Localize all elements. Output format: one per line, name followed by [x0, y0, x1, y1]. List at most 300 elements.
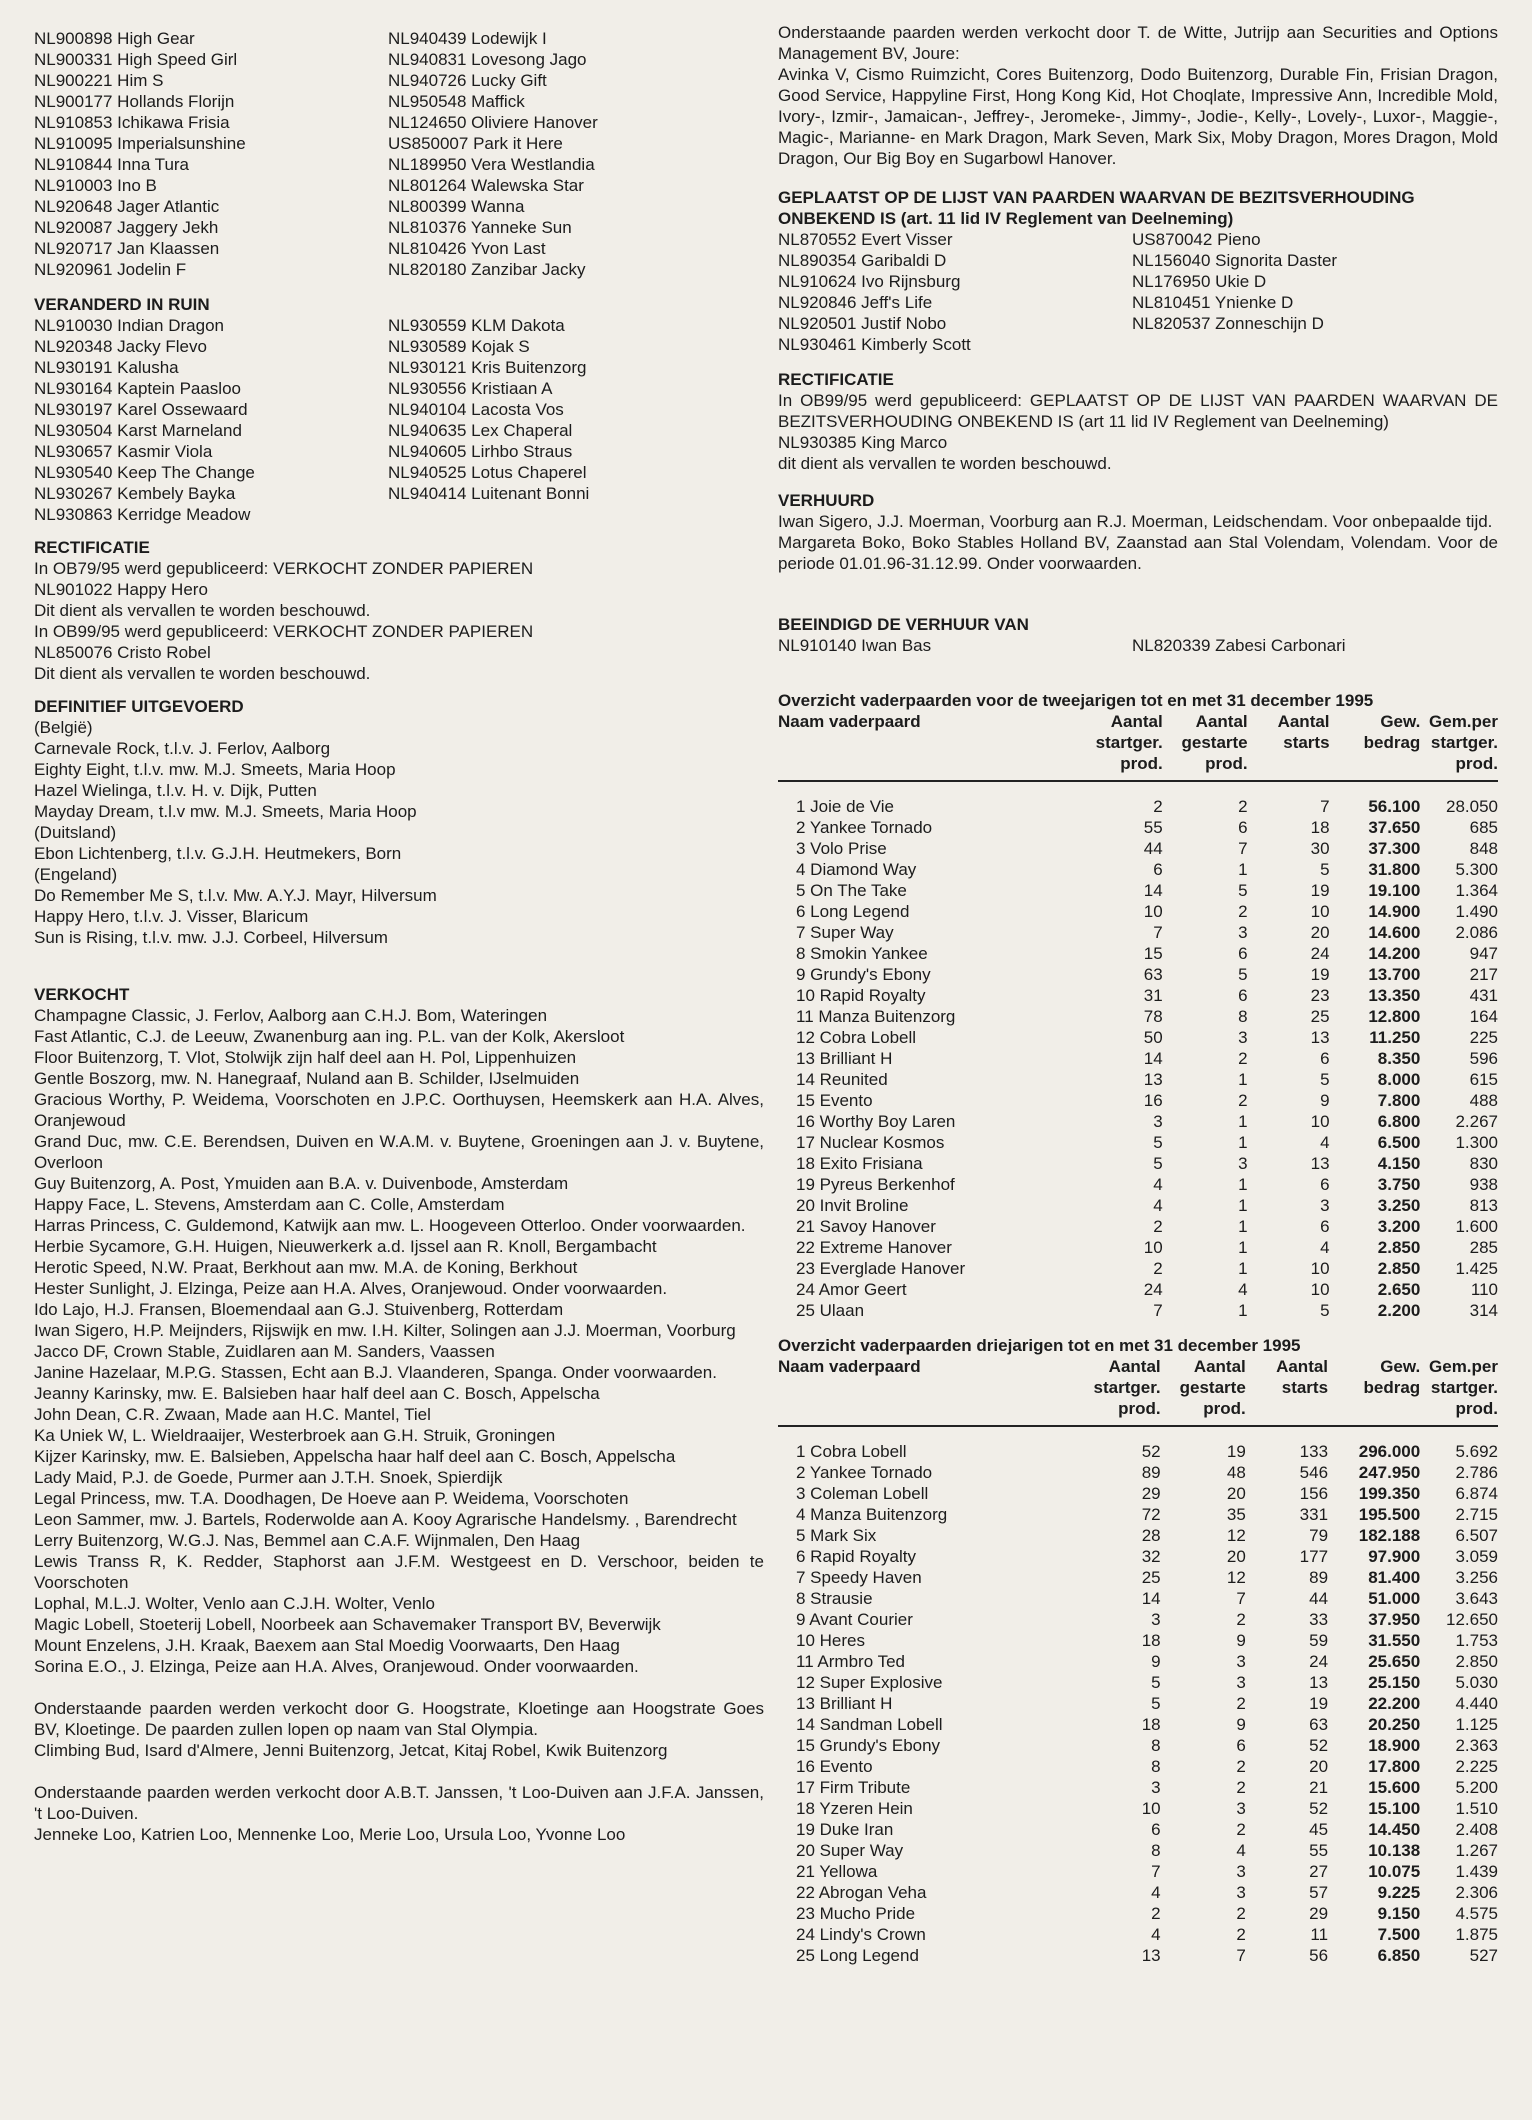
- table-row: [778, 1069, 1498, 1090]
- table-cell: 20: [1309, 1757, 1329, 1776]
- table-cell: 247.950: [1358, 1463, 1421, 1482]
- sire-tables: [778, 690, 1498, 1966]
- table-cell: 24: [1309, 1652, 1329, 1671]
- table-row: [778, 1279, 1498, 1300]
- table-row: [778, 817, 1498, 838]
- table-cell: 6: [1238, 818, 1248, 837]
- table-cell: 596: [1469, 1049, 1498, 1068]
- table-cell: 2.200: [1377, 1301, 1421, 1320]
- table-cell: 2: [1151, 1904, 1161, 1923]
- verhuurd-heading: VERHUURD: [778, 491, 875, 510]
- table-cell: 28: [1141, 1526, 1161, 1545]
- table-row: [778, 1735, 1498, 1756]
- table-cell: 2.363: [1455, 1736, 1498, 1755]
- table-cell: 2: [1238, 1049, 1248, 1068]
- table-cell: 48: [1226, 1463, 1246, 1482]
- table-row: [778, 922, 1498, 943]
- table-cell: 546: [1299, 1463, 1329, 1482]
- table-cell: 110: [1470, 1280, 1498, 1299]
- table-cell: 9 Grundy's Ebony: [796, 965, 931, 984]
- table-cell: 2: [1236, 1904, 1246, 1923]
- table-cell: 1.300: [1455, 1133, 1498, 1152]
- table-cell: 331: [1299, 1505, 1329, 1524]
- text-line: NL901022 Happy Hero: [34, 580, 208, 599]
- table-cell: 685: [1469, 818, 1498, 837]
- list-item: NL920717 Jan Klaassen: [34, 239, 220, 258]
- table-cell: 37.300: [1368, 839, 1421, 858]
- table-cell: 13.700: [1368, 965, 1421, 984]
- list-item: NL176950 Ukie D: [1132, 272, 1267, 291]
- rectificatie-body: [34, 558, 764, 684]
- list-item: NL930559 KLM Dakota: [388, 316, 565, 335]
- list-item: NL930657 Kasmir Viola: [34, 442, 213, 461]
- table-row: [778, 1882, 1498, 1903]
- table-cell: 19: [1226, 1442, 1246, 1461]
- text-line: Hazel Wielinga, t.l.v. H. v. Dijk, Putten: [34, 781, 317, 800]
- list-item: NL920087 Jaggery Jekh: [34, 218, 219, 237]
- table-cell: 44: [1143, 839, 1163, 858]
- top-list: [34, 28, 764, 280]
- table-cell: 7.800: [1377, 1091, 1421, 1110]
- table-cell: 25.650: [1368, 1652, 1421, 1671]
- table-cell: 1: [1238, 1070, 1248, 1089]
- table-cell: 3: [1236, 1673, 1246, 1692]
- text-line: Dit dient als vervallen te worden beschouwd.: [34, 601, 371, 620]
- table-cell: 4: [1320, 1133, 1330, 1152]
- text-line: Dit dient als vervallen te worden beschouwd.: [34, 664, 371, 683]
- sale-entry: Happy Face, L. Stevens, Amsterdam aan C. Colle, Amsterdam: [34, 1195, 505, 1214]
- beeindigd-heading: BEEINDIGD DE VERHUUR VAN: [778, 615, 1029, 634]
- table-cell: 1 Joie de Vie: [796, 797, 894, 816]
- table-cell: 8: [1151, 1757, 1161, 1776]
- list-item: NL940831 Lovesong Jago: [388, 50, 587, 69]
- table-cell: 2.086: [1455, 923, 1498, 942]
- table-row: [778, 1132, 1498, 1153]
- table-row: [778, 1483, 1498, 1504]
- ruin-heading: VERANDERD IN RUIN: [34, 295, 210, 314]
- table-cell: 296.000: [1358, 1442, 1421, 1461]
- rectificatie-right-horse: NL930385 King Marco: [778, 433, 948, 452]
- table-row: [778, 1525, 1498, 1546]
- table-cell: 1.875: [1455, 1925, 1498, 1944]
- rectificatie-right-heading: RECTIFICATIE: [778, 370, 894, 389]
- table-cell: 8.350: [1377, 1049, 1421, 1068]
- list-item: NL890354 Garibaldi D: [778, 251, 947, 270]
- table-cell: 4: [1153, 1175, 1163, 1194]
- table-title: Overzicht vaderpaarden voor de tweejarigen tot en met 31 december 1995: [778, 691, 1374, 710]
- table-cell: 14.450: [1368, 1820, 1421, 1839]
- table-cell: 6.507: [1455, 1526, 1498, 1545]
- table-cell: 285: [1469, 1238, 1498, 1257]
- list-item: NL920648 Jager Atlantic: [34, 197, 220, 216]
- table-cell: 13: [1141, 1946, 1161, 1965]
- table-row: [778, 1090, 1498, 1111]
- rectificatie-right-text: In OB99/95 werd gepubliceerd: GEPLAATST OP DE LIJST VAN PAARDEN WAARVAN DE BEZITSVERHOUDING ONBEKEND IS (art 11 lid IV Reglement van Deelneming): [778, 391, 1498, 431]
- text-line: Eighty Eight, t.l.v. mw. M.J. Smeets, Maria Hoop: [34, 760, 396, 779]
- table-cell: 44: [1309, 1589, 1329, 1608]
- table-cell: 2 Yankee Tornado: [796, 818, 933, 837]
- table-cell: 5: [1151, 1694, 1161, 1713]
- table-cell: 1.600: [1455, 1217, 1498, 1236]
- column-header: Naam vaderpaard: [778, 1357, 921, 1376]
- table-cell: 29: [1309, 1904, 1329, 1923]
- table-cell: 16: [1143, 1091, 1163, 1110]
- table-cell: 1.125: [1455, 1715, 1498, 1734]
- table-cell: 30: [1310, 839, 1330, 858]
- text-line: Carnevale Rock, t.l.v. J. Ferlov, Aalborg: [34, 739, 331, 758]
- table-cell: 7 Super Way: [796, 923, 894, 942]
- table-cell: 2: [1236, 1778, 1246, 1797]
- table-cell: 63: [1309, 1715, 1329, 1734]
- table-cell: 9: [1236, 1631, 1246, 1650]
- table-row: [778, 1027, 1498, 1048]
- list-item: NL124650 Oliviere Hanover: [388, 113, 598, 132]
- table-cell: 3: [1151, 1778, 1161, 1797]
- column-header: Aantal startger. prod.: [1093, 1357, 1161, 1418]
- table-cell: 29: [1141, 1484, 1161, 1503]
- column-header: Gew. bedrag: [1363, 712, 1421, 752]
- table-cell: 6 Rapid Royalty: [796, 1547, 917, 1566]
- table-cell: 9.225: [1377, 1883, 1421, 1902]
- table-cell: 4: [1153, 1196, 1163, 1215]
- table-cell: 10.138: [1368, 1841, 1421, 1860]
- table-row: [778, 1609, 1498, 1630]
- table-cell: 3: [1238, 1028, 1248, 1047]
- table-cell: 37.950: [1368, 1610, 1421, 1629]
- table-cell: 17.800: [1368, 1757, 1421, 1776]
- table-cell: 2.306: [1455, 1883, 1498, 1902]
- table-cell: 12: [1226, 1526, 1246, 1545]
- table-cell: 6: [1238, 944, 1248, 963]
- table-cell: 19 Pyreus Berkenhof: [796, 1175, 955, 1194]
- list-item: NL940525 Lotus Chaperel: [388, 463, 587, 482]
- table-cell: 6: [1320, 1175, 1330, 1194]
- column-header: Aantal starts: [1276, 1357, 1329, 1397]
- table-cell: 938: [1469, 1175, 1498, 1194]
- sale-entry: Guy Buitenzorg, A. Post, Ymuiden aan B.A. v. Duivenbode, Amsterdam: [34, 1174, 569, 1193]
- table-cell: 56: [1309, 1946, 1329, 1965]
- ruin-list: [34, 315, 764, 525]
- table-cell: 6.500: [1377, 1133, 1421, 1152]
- table-cell: 3.250: [1377, 1196, 1421, 1215]
- table-cell: 15: [1143, 944, 1163, 963]
- table-cell: 8: [1238, 1007, 1248, 1026]
- beeindigd-horse-a: NL910140 Iwan Bas: [778, 636, 932, 655]
- list-item: NL900177 Hollands Florijn: [34, 92, 235, 111]
- table-cell: 1: [1238, 1133, 1248, 1152]
- table-cell: 7: [1236, 1589, 1246, 1608]
- table-cell: 12 Super Explosive: [796, 1673, 943, 1692]
- column-header: Gem.per startger. prod.: [1429, 712, 1498, 773]
- table-row: [778, 1237, 1498, 1258]
- table-cell: 32: [1141, 1547, 1161, 1566]
- column-header: Gew. bedrag: [1363, 1357, 1421, 1397]
- table-cell: 3: [1151, 1610, 1161, 1629]
- table-cell: 2 Yankee Tornado: [796, 1463, 933, 1482]
- table-cell: 5: [1153, 1133, 1163, 1152]
- table-cell: 12.800: [1368, 1007, 1421, 1026]
- table-cell: 19.100: [1368, 881, 1421, 900]
- table-cell: 2: [1238, 902, 1248, 921]
- table-cell: 33: [1309, 1610, 1329, 1629]
- table-cell: 3.643: [1455, 1589, 1498, 1608]
- table-cell: 2.650: [1377, 1280, 1421, 1299]
- table-cell: 5.200: [1455, 1778, 1498, 1797]
- table-cell: 164: [1469, 1007, 1498, 1026]
- sale-entry: Lophal, M.L.J. Wolter, Venlo aan C.J.H. Wolter, Venlo: [34, 1594, 435, 1613]
- beeindigd-horse-b: NL820339 Zabesi Carbonari: [1132, 636, 1346, 655]
- janssen-horses: Jenneke Loo, Katrien Loo, Mennenke Loo, Merie Loo, Ursula Loo, Yvonne Loo: [34, 1825, 626, 1844]
- table-cell: 13: [1310, 1154, 1330, 1173]
- table-cell: 10.075: [1368, 1862, 1421, 1881]
- table-row: [778, 1048, 1498, 1069]
- table-cell: 14.200: [1368, 944, 1421, 963]
- table-cell: 2: [1238, 1091, 1248, 1110]
- table-cell: 52: [1141, 1442, 1161, 1461]
- onbekend-list-col1: [778, 229, 1132, 355]
- table-cell: 1.267: [1455, 1841, 1498, 1860]
- table-cell: 10: [1143, 1238, 1163, 1257]
- table-cell: 11 Manza Buitenzorg: [796, 1007, 956, 1026]
- table-row: [778, 1153, 1498, 1174]
- table-cell: 4 Manza Buitenzorg: [796, 1505, 948, 1524]
- table-header-row: [778, 1356, 1498, 1419]
- table-cell: 1: [1238, 1175, 1248, 1194]
- table-cell: 5.692: [1455, 1442, 1498, 1461]
- table-cell: 7: [1151, 1862, 1161, 1881]
- table-cell: 8.000: [1377, 1070, 1421, 1089]
- column-header: Naam vaderpaard: [778, 712, 921, 731]
- table-row: [778, 1819, 1498, 1840]
- table-row: [778, 838, 1498, 859]
- table-row: [778, 1462, 1498, 1483]
- table-cell: 3 Coleman Lobell: [796, 1484, 929, 1503]
- table-cell: 4: [1236, 1841, 1246, 1860]
- table-row: [778, 1630, 1498, 1651]
- table-cell: 3: [1236, 1862, 1246, 1881]
- table-cell: 7: [1320, 797, 1330, 816]
- table-cell: 17 Nuclear Kosmos: [796, 1133, 945, 1152]
- text-line: (Duitsland): [34, 823, 117, 842]
- definitief-body: [34, 717, 764, 948]
- table-cell: 97.900: [1368, 1547, 1421, 1566]
- table-cell: 7 Speedy Haven: [796, 1568, 922, 1587]
- table-cell: 12 Cobra Lobell: [796, 1028, 917, 1047]
- table-cell: 19 Duke Iran: [796, 1820, 894, 1839]
- sale-entry: Magic Lobell, Stoeterij Lobell, Noorbeek aan Schavemaker Transport BV, Beverwijk: [34, 1615, 661, 1634]
- table-cell: 488: [1469, 1091, 1498, 1110]
- sire-table-1: [778, 690, 1498, 1321]
- table-header-row: [778, 711, 1498, 774]
- table-cell: 14: [1143, 1049, 1163, 1068]
- table-cell: 16 Evento: [796, 1757, 873, 1776]
- table-cell: 848: [1469, 839, 1498, 858]
- list-item: NL930556 Kristiaan A: [388, 379, 553, 398]
- table-cell: 20.250: [1368, 1715, 1421, 1734]
- table-cell: 78: [1143, 1007, 1163, 1026]
- list-item: NL810426 Yvon Last: [388, 239, 546, 258]
- table-cell: 21 Yellowa: [796, 1862, 878, 1881]
- table-cell: 9 Avant Courier: [796, 1610, 913, 1629]
- list-item: NL950548 Maffick: [388, 92, 525, 111]
- table-cell: 13: [1309, 1673, 1329, 1692]
- beeindigd-list: [778, 635, 1498, 656]
- table-cell: 3: [1236, 1799, 1246, 1818]
- list-item: NL930197 Karel Ossewaard: [34, 400, 248, 419]
- list-item: NL870552 Evert Visser: [778, 230, 953, 249]
- list-item: NL940726 Lucky Gift: [388, 71, 547, 90]
- table-cell: 9: [1151, 1652, 1161, 1671]
- table-cell: 2: [1236, 1925, 1246, 1944]
- table-cell: 20: [1310, 923, 1330, 942]
- witte-horses: Avinka V, Cismo Ruimzicht, Cores Buitenzorg, Dodo Buitenzorg, Durable Fin, Frisian Dragon, Good Service, Happyline First, Hong Kong Kid, Hot Choqlate, Impressive Ann, Incredible Mold, Ivory-, Izmir-, Jamaican-, Jeffrey-, Jeromeke-, Jimmy-, Jodie-, Kelly-, Lovely-, Luxor-, Maggie-, Magic-, Marianne- en Mark Dragon, Mark Seven, Mark Six, Moby Dragon, Mores Dragon, Mold Dragon, Our Big Boy en Sugarbowl Hanover.: [778, 65, 1498, 168]
- table-cell: 52: [1309, 1799, 1329, 1818]
- table-row: [778, 1903, 1498, 1924]
- table-cell: 6 Long Legend: [796, 902, 910, 921]
- list-item: NL940605 Lirhbo Straus: [388, 442, 573, 461]
- table-cell: 4.150: [1377, 1154, 1421, 1173]
- table-row: [778, 796, 1498, 817]
- list-item: NL910624 Ivo Rijnsburg: [778, 272, 961, 291]
- table-row: [778, 1504, 1498, 1525]
- list-item: US850007 Park it Here: [388, 134, 563, 153]
- list-item: NL940104 Lacosta Vos: [388, 400, 564, 419]
- table-cell: 2: [1236, 1694, 1246, 1713]
- table-row: [778, 943, 1498, 964]
- sale-entry: Gracious Worthy, P. Weidema, Voorschoten en J.P.C. Oorthuysen, Heemskerk aan H.A. Alves, Oranjewoud: [34, 1090, 764, 1130]
- table-row: [778, 964, 1498, 985]
- list-item: NL930267 Kembely Bayka: [34, 484, 236, 503]
- table-cell: 5.300: [1455, 860, 1498, 879]
- list-item: NL189950 Vera Westlandia: [388, 155, 595, 174]
- table-cell: 14: [1141, 1589, 1161, 1608]
- text-line: NL850076 Cristo Robel: [34, 643, 211, 662]
- list-item: NL820180 Zanzibar Jacky: [388, 260, 586, 279]
- rectificatie-right-note: dit dient als vervallen te worden beschouwd.: [778, 454, 1112, 473]
- table-cell: 18 Yzeren Hein: [796, 1799, 913, 1818]
- table-cell: 4.440: [1455, 1694, 1498, 1713]
- table-title: Overzicht vaderpaarden driejarigen tot en met 31 december 1995: [778, 1336, 1301, 1355]
- table-row: [778, 1693, 1498, 1714]
- table-row: [778, 1672, 1498, 1693]
- table-cell: 195.500: [1358, 1505, 1421, 1524]
- table-cell: 18: [1141, 1715, 1161, 1734]
- table-cell: 5 Mark Six: [796, 1526, 877, 1545]
- table-cell: 1: [1238, 1238, 1248, 1257]
- table-cell: 6.800: [1377, 1112, 1421, 1131]
- table-cell: 2: [1236, 1820, 1246, 1839]
- table-cell: 156: [1299, 1484, 1329, 1503]
- table-cell: 37.650: [1368, 818, 1421, 837]
- table-row: [778, 1258, 1498, 1279]
- table-row: [778, 1861, 1498, 1882]
- list-item: NL920348 Jacky Flevo: [34, 337, 207, 356]
- table-cell: 1.753: [1455, 1631, 1498, 1650]
- table-cell: 23 Mucho Pride: [796, 1904, 916, 1923]
- list-item: NL930461 Kimberly Scott: [778, 335, 971, 354]
- list-item: NL910844 Inna Tura: [34, 155, 190, 174]
- table-cell: 2.408: [1455, 1820, 1498, 1839]
- text-line: Happy Hero, t.l.v. J. Visser, Blaricum: [34, 907, 309, 926]
- hoogstrate-horses: Climbing Bud, Isard d'Almere, Jenni Buitenzorg, Jetcat, Kitaj Robel, Kwik Buitenzorg: [34, 1741, 668, 1760]
- table-row: [778, 1945, 1498, 1966]
- list-item: NL900898 High Gear: [34, 29, 195, 48]
- table-cell: 2.267: [1455, 1112, 1498, 1131]
- table-row: [778, 1567, 1498, 1588]
- sale-entry: Gentle Boszorg, mw. N. Hanegraaf, Nuland aan B. Schilder, IJselmuiden: [34, 1069, 580, 1088]
- column-header: Aantal startger. prod.: [1095, 712, 1163, 773]
- list-item: NL910030 Indian Dragon: [34, 316, 224, 335]
- table-cell: 5 On The Take: [796, 881, 907, 900]
- table-cell: 24: [1143, 1280, 1163, 1299]
- list-item: NL930504 Karst Marneland: [34, 421, 242, 440]
- sale-entry: Champagne Classic, J. Ferlov, Aalborg aan C.H.J. Bom, Wateringen: [34, 1006, 548, 1025]
- onbekend-list-col2: [1132, 229, 1337, 355]
- table-cell: 15.600: [1368, 1778, 1421, 1797]
- table-cell: 6.874: [1455, 1484, 1498, 1503]
- table-cell: 21: [1309, 1778, 1329, 1797]
- table-cell: 7: [1236, 1946, 1246, 1965]
- table-cell: 25.150: [1368, 1673, 1421, 1692]
- table-cell: 3.256: [1455, 1568, 1498, 1587]
- witte-paragraph: Onderstaande paarden werden verkocht door T. de Witte, Jutrijp aan Securities and Options Management BV, Joure:: [778, 23, 1498, 63]
- table-cell: 1 Cobra Lobell: [796, 1442, 907, 1461]
- table-cell: 81.400: [1368, 1568, 1421, 1587]
- table-cell: 8 Strausie: [796, 1589, 873, 1608]
- table-cell: 25: [1141, 1568, 1161, 1587]
- table-cell: 1.490: [1455, 902, 1498, 921]
- table-row: [778, 1840, 1498, 1861]
- table-cell: 1: [1238, 1196, 1248, 1215]
- table-row: [778, 1924, 1498, 1945]
- sale-entry: Fast Atlantic, C.J. de Leeuw, Zwanenburg aan ing. P.L. van der Kolk, Akersloot: [34, 1027, 625, 1046]
- table-row: [778, 1588, 1498, 1609]
- table-cell: 1: [1238, 1301, 1248, 1320]
- sale-entry: Jeanny Karinsky, mw. E. Balsieben haar half deel aan C. Bosch, Appelscha: [34, 1384, 600, 1403]
- table-cell: 3.750: [1377, 1175, 1421, 1194]
- table-cell: 1: [1238, 1259, 1248, 1278]
- list-item: NL820537 Zonneschijn D: [1132, 314, 1324, 333]
- sale-entry: Lerry Buitenzorg, W.G.J. Nas, Bemmel aan C.A.F. Wijnmalen, Den Haag: [34, 1531, 581, 1550]
- table-cell: 2.786: [1455, 1463, 1498, 1482]
- table-cell: 19: [1309, 1694, 1329, 1713]
- top-list-col1: [34, 28, 388, 280]
- table-cell: 1.425: [1455, 1259, 1498, 1278]
- table-cell: 59: [1309, 1631, 1329, 1650]
- verkocht-body: [34, 1005, 764, 1677]
- table-cell: 52: [1309, 1736, 1329, 1755]
- text-line: Sun is Rising, t.l.v. mw. J.J. Corbeel, Hilversum: [34, 928, 388, 947]
- text-line: In OB99/95 werd gepubliceerd: VERKOCHT ZONDER PAPIEREN: [34, 622, 534, 641]
- table-cell: 4: [1151, 1925, 1161, 1944]
- table-row: [778, 1006, 1498, 1027]
- table-cell: 5: [1320, 860, 1330, 879]
- right-column: [778, 22, 1498, 1966]
- table-cell: 615: [1469, 1070, 1498, 1089]
- rectificatie-heading: RECTIFICATIE: [34, 538, 150, 557]
- table-row: [778, 1798, 1498, 1819]
- table-cell: 8: [1151, 1736, 1161, 1755]
- table-cell: 13: [1310, 1028, 1330, 1047]
- table-cell: 63: [1143, 965, 1163, 984]
- table-cell: 9.150: [1377, 1904, 1421, 1923]
- table-cell: 12.650: [1446, 1610, 1498, 1629]
- table-cell: 25: [1310, 1007, 1330, 1026]
- table-cell: 23 Everglade Hanover: [796, 1259, 966, 1278]
- sale-entry: Legal Princess, mw. T.A. Doodhagen, De Hoeve aan P. Weidema, Voorschoten: [34, 1489, 629, 1508]
- table-cell: 830: [1469, 1154, 1498, 1173]
- table-row: [778, 1441, 1498, 1462]
